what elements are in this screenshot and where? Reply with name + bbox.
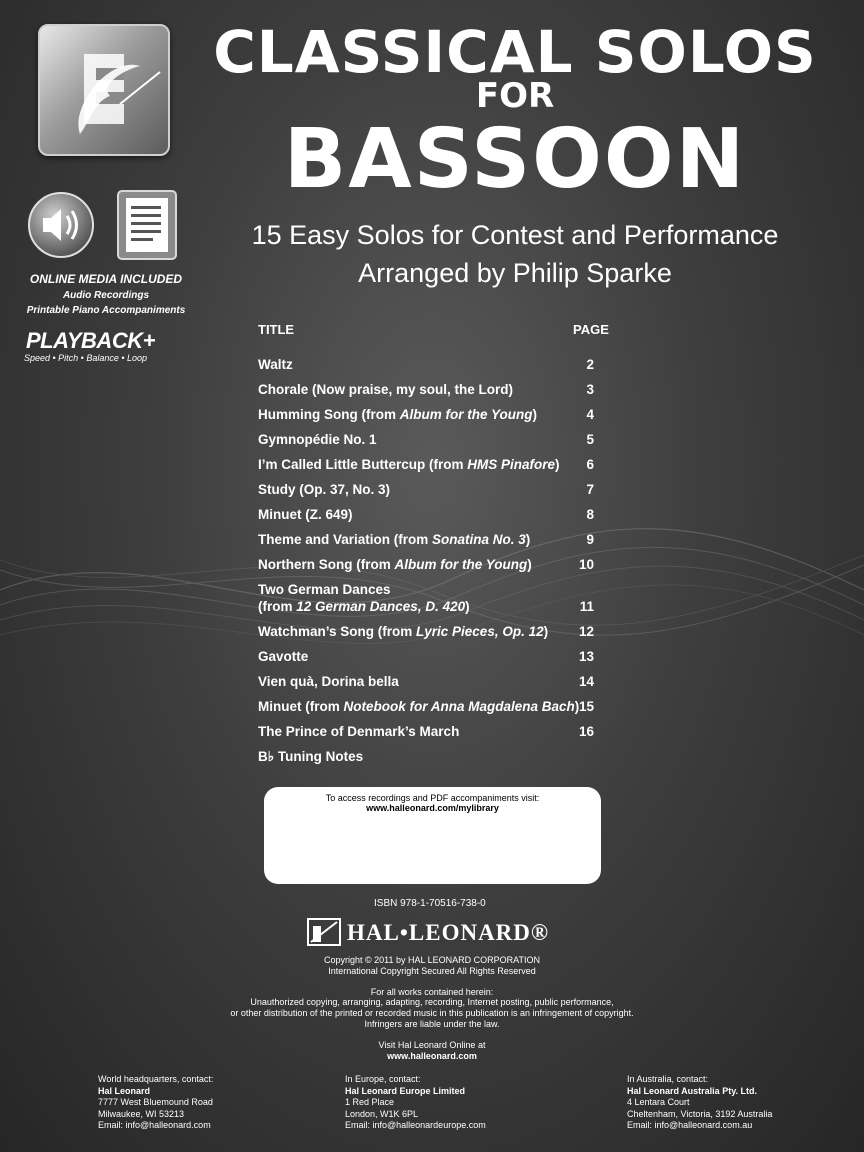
toc-entry-title: Watchman’s Song (from Lyric Pieces, Op. 12) bbox=[258, 624, 549, 639]
toc-entry-title: Minuet (from Notebook for Anna Magdalena Bach) bbox=[258, 699, 580, 714]
toc-entry-page: 9 bbox=[586, 532, 594, 547]
toc-row bbox=[258, 531, 600, 548]
toc-row bbox=[258, 556, 600, 573]
toc-row bbox=[258, 648, 600, 665]
website-link[interactable]: www.halleonard.com bbox=[387, 1051, 477, 1061]
visit-line: Visit Hal Leonard Online at bbox=[378, 1040, 486, 1050]
notice-line1: For all works contained herein: bbox=[370, 987, 494, 997]
toc-entry-title: Theme and Variation (from Sonatina No. 3) bbox=[258, 532, 531, 547]
address-line1: 4 Lentara Court bbox=[627, 1097, 690, 1107]
toc-entry-page: 16 bbox=[578, 724, 594, 739]
access-box bbox=[264, 787, 601, 884]
toc-entry-title: Study (Op. 37, No. 3) bbox=[258, 482, 391, 497]
subtitle-line2: Arranged by Philip Sparke bbox=[358, 258, 672, 288]
toc-row bbox=[258, 506, 600, 523]
toc-row bbox=[258, 356, 600, 373]
toc-title-header: TITLE bbox=[258, 322, 295, 337]
hal-leonard-wordmark: HAL•LEONARD® bbox=[347, 920, 550, 945]
address-europe bbox=[345, 1074, 486, 1132]
book-title-line3: BASSOON bbox=[283, 112, 747, 207]
series-e-logo-icon bbox=[40, 26, 168, 154]
address-email: Email: info@halleonard.com.au bbox=[627, 1120, 753, 1130]
toc-entry-title: Gymnopédie No. 1 bbox=[258, 432, 377, 447]
copyright-line2: International Copyright Secured All Rights Reserved bbox=[328, 966, 536, 976]
toc-entry-page: 13 bbox=[578, 649, 594, 664]
address-line1: 7777 West Bluemound Road bbox=[98, 1097, 213, 1107]
toc-entry-title: Humming Song (from Album for the Young) bbox=[258, 407, 537, 422]
toc-row bbox=[258, 673, 600, 690]
toc-entry-page: 15 bbox=[578, 699, 594, 714]
address-australia bbox=[627, 1074, 772, 1132]
speaker-icon bbox=[27, 191, 95, 259]
playback-logo: PLAYBACK+ bbox=[26, 328, 155, 353]
toc-entry-title: Two German Dances (from 12 German Dances, D. 420) bbox=[258, 582, 470, 614]
address-name: Hal Leonard Australia Pty. Ltd. bbox=[627, 1085, 758, 1096]
toc-row bbox=[258, 581, 600, 615]
toc-row bbox=[258, 481, 600, 498]
toc-entry-title: The Prince of Denmark’s March bbox=[258, 724, 460, 739]
toc-row bbox=[258, 748, 600, 765]
isbn: ISBN 978-1-70516-738-0 bbox=[374, 898, 486, 909]
toc-entry-page: 7 bbox=[586, 482, 594, 497]
hal-leonard-mark-icon bbox=[307, 918, 341, 946]
document-icon bbox=[117, 190, 177, 260]
toc-entry-page: 4 bbox=[586, 407, 594, 422]
toc-entry-page: 11 bbox=[579, 599, 594, 614]
toc-entry-page: 8 bbox=[586, 507, 594, 522]
media-piano-label: Printable Piano Accompaniments bbox=[26, 305, 186, 316]
toc-entry-title: Minuet (Z. 649) bbox=[258, 507, 353, 522]
toc-entry-title: Gavotte bbox=[258, 649, 309, 664]
access-url[interactable]: www.halleonard.com/mylibrary bbox=[366, 803, 499, 813]
toc-row bbox=[258, 698, 600, 715]
toc-entry-page: 5 bbox=[586, 432, 594, 447]
subtitle-line1: 15 Easy Solos for Contest and Performance bbox=[251, 220, 779, 250]
toc-row bbox=[258, 723, 600, 740]
table-of-contents bbox=[258, 356, 600, 765]
address-label: World headquarters, contact: bbox=[98, 1074, 214, 1084]
toc-entry-title: Waltz bbox=[258, 357, 293, 372]
toc-row bbox=[258, 456, 600, 473]
address-name: Hal Leonard Europe Limited bbox=[345, 1085, 466, 1096]
address-label: In Australia, contact: bbox=[627, 1074, 709, 1084]
toc-row bbox=[258, 381, 600, 398]
toc-entry-page: 14 bbox=[578, 674, 594, 689]
copyright-line1: Copyright © 2011 by HAL LEONARD CORPORATION bbox=[323, 955, 541, 965]
toc-row bbox=[258, 623, 600, 640]
notice-line4: Infringers are liable under the law. bbox=[364, 1019, 500, 1029]
online-media-heading: ONLINE MEDIA INCLUDED bbox=[29, 272, 183, 286]
book-title-line1: CLASSICAL SOLOS bbox=[213, 18, 817, 86]
toc-page-header: PAGE bbox=[573, 322, 609, 337]
toc-entry-title: Vien quà, Dorina bella bbox=[258, 674, 399, 689]
address-name: Hal Leonard bbox=[98, 1085, 151, 1096]
toc-row bbox=[258, 431, 600, 448]
toc-entry-page: 6 bbox=[586, 457, 594, 472]
toc-entry-page: 2 bbox=[586, 357, 594, 372]
playback-features: Speed • Pitch • Balance • Loop bbox=[24, 353, 148, 363]
address-line2: London, W1K 6PL bbox=[345, 1108, 419, 1119]
address-label: In Europe, contact: bbox=[345, 1074, 421, 1084]
access-instructions: To access recordings and PDF accompaniments visit: bbox=[325, 793, 540, 803]
notice-line3: or other distribution of the printed or recorded music in this publication is an infringement of copyright. bbox=[230, 1008, 634, 1018]
toc-entry-title: Chorale (Now praise, my soul, the Lord) bbox=[258, 382, 514, 397]
series-logo bbox=[38, 24, 170, 156]
toc-entry-title: Northern Song (from Album for the Young) bbox=[258, 557, 532, 572]
address-line1: 1 Red Place bbox=[345, 1097, 395, 1107]
address-email: Email: info@halleonard.com bbox=[98, 1120, 211, 1130]
address-line2: Milwaukee, WI 53213 bbox=[98, 1108, 185, 1119]
notice-line2: Unauthorized copying, arranging, adapting, recording, Internet posting, public performance, bbox=[250, 997, 614, 1007]
toc-row bbox=[258, 406, 600, 423]
address-line2: Cheltenham, Victoria, 3192 Australia bbox=[627, 1108, 773, 1119]
toc-entry-page: 3 bbox=[586, 382, 594, 397]
toc-entry-page: 10 bbox=[578, 557, 594, 572]
media-audio-label: Audio Recordings bbox=[62, 290, 150, 301]
toc-entry-title: B♭ Tuning Notes bbox=[258, 749, 364, 764]
book-title-line2: FOR bbox=[475, 76, 555, 116]
toc-entry-title: I’m Called Little Buttercup (from HMS Pinafore) bbox=[258, 457, 560, 472]
address-email: Email: info@halleonardeurope.com bbox=[345, 1120, 486, 1130]
hal-leonard-logo bbox=[307, 918, 557, 948]
address-world bbox=[98, 1074, 213, 1132]
toc-entry-page: 12 bbox=[578, 624, 594, 639]
